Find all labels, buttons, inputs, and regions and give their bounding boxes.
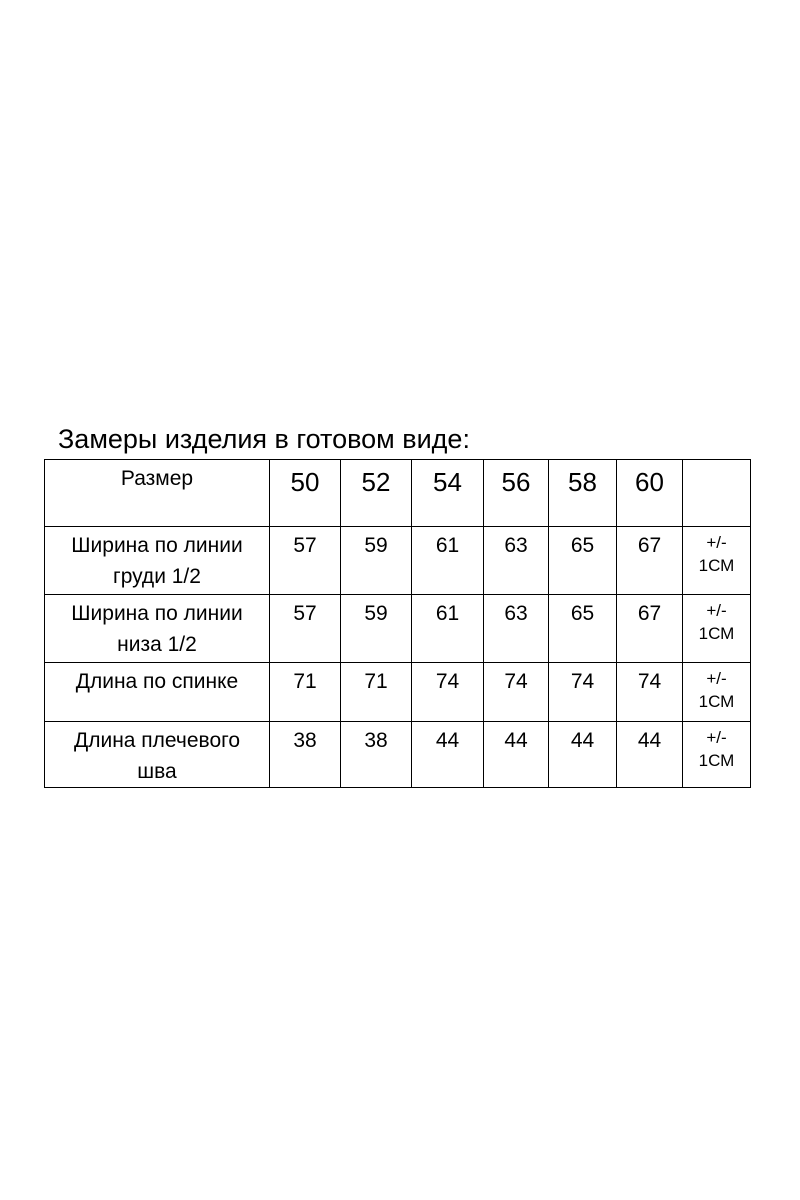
- row-label: Длина плечевого шва: [45, 722, 270, 788]
- value-cell: 71: [341, 663, 412, 722]
- value-cell: 61: [412, 595, 484, 663]
- size-header-cell: 58: [549, 460, 617, 527]
- value-cell: 74: [484, 663, 549, 722]
- table-header-row: [45, 460, 751, 527]
- size-header-cell: 50: [270, 460, 341, 527]
- value-cell: 44: [617, 722, 683, 788]
- value-cell: 57: [270, 595, 341, 663]
- tolerance-cell: +/- 1СМ: [683, 722, 751, 788]
- value-cell: 65: [549, 595, 617, 663]
- tolerance-cell: +/- 1СМ: [683, 663, 751, 722]
- page-title: Замеры изделия в готовом виде:: [58, 424, 470, 454]
- tolerance-cell: +/- 1СМ: [683, 595, 751, 663]
- value-cell: 74: [617, 663, 683, 722]
- size-header-label: Размер: [45, 460, 270, 527]
- row-label: Ширина по линии низа 1/2: [45, 595, 270, 663]
- table-row: [45, 595, 751, 663]
- value-cell: 38: [270, 722, 341, 788]
- value-cell: 57: [270, 527, 341, 595]
- table-row: [45, 663, 751, 722]
- value-cell: 44: [549, 722, 617, 788]
- tolerance-header-cell: [683, 460, 751, 527]
- measurements-table: [44, 459, 751, 788]
- value-cell: 63: [484, 595, 549, 663]
- value-cell: 59: [341, 595, 412, 663]
- row-label: Ширина по линии груди 1/2: [45, 527, 270, 595]
- size-header-cell: 60: [617, 460, 683, 527]
- value-cell: 63: [484, 527, 549, 595]
- value-cell: 67: [617, 595, 683, 663]
- value-cell: 61: [412, 527, 484, 595]
- size-header-cell: 54: [412, 460, 484, 527]
- table-row: [45, 527, 751, 595]
- value-cell: 38: [341, 722, 412, 788]
- value-cell: 44: [484, 722, 549, 788]
- value-cell: 71: [270, 663, 341, 722]
- row-label: Длина по спинке: [45, 663, 270, 722]
- value-cell: 65: [549, 527, 617, 595]
- value-cell: 74: [549, 663, 617, 722]
- size-header-cell: 52: [341, 460, 412, 527]
- table-row: [45, 722, 751, 788]
- tolerance-cell: +/- 1СМ: [683, 527, 751, 595]
- value-cell: 44: [412, 722, 484, 788]
- size-header-cell: 56: [484, 460, 549, 527]
- value-cell: 59: [341, 527, 412, 595]
- value-cell: 67: [617, 527, 683, 595]
- value-cell: 74: [412, 663, 484, 722]
